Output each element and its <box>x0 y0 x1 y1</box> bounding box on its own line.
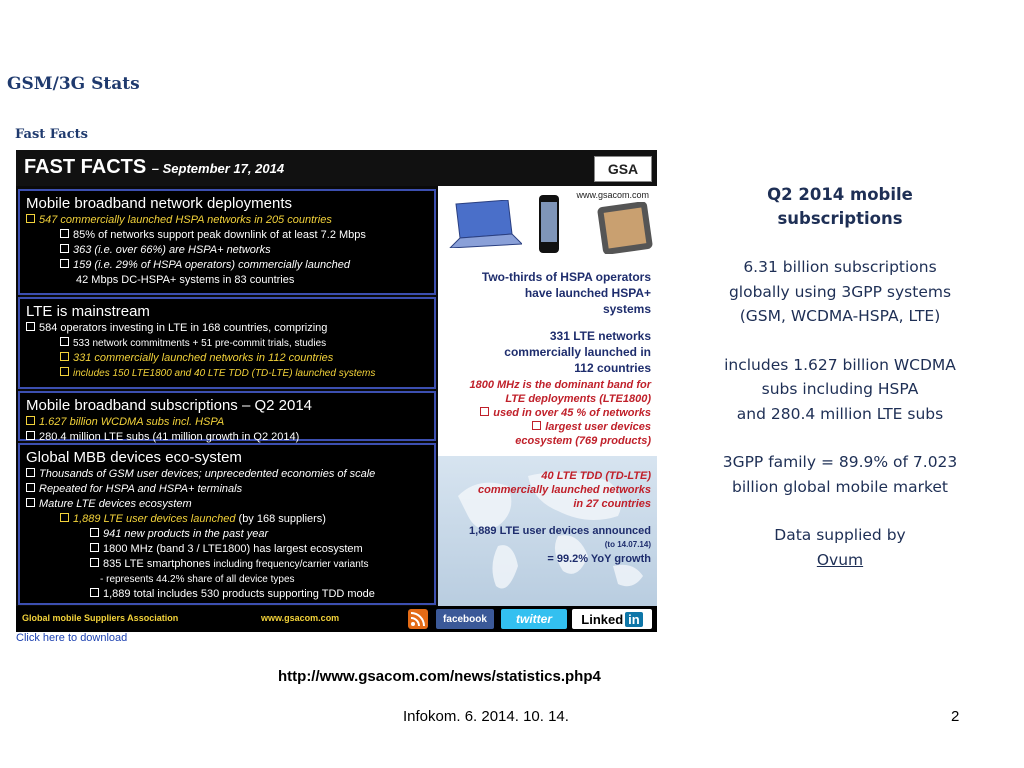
lte-text-3: 112 countries <box>574 361 651 375</box>
subscriptions-paragraph <box>690 523 990 572</box>
section-title: Global MBB devices eco-system <box>26 449 242 466</box>
checkbox-icon <box>60 367 69 376</box>
facebook-icon[interactable]: facebook <box>436 609 494 629</box>
paragraph-line: 6.31 billion subscriptions <box>743 258 937 276</box>
hspa-text-3: systems <box>602 302 651 316</box>
rss-glyph-icon <box>408 609 428 629</box>
linkedin-icon[interactable] <box>572 609 652 629</box>
fact-line: - represents 44.2% share of all device types <box>100 574 295 585</box>
devices-text-1: 1,889 LTE user devices announced <box>469 525 651 537</box>
fact-line: 835 LTE smartphones including frequency/carrier variants <box>20 557 434 572</box>
twitter-icon[interactable]: twitter <box>501 609 567 629</box>
subscriptions-title <box>690 183 990 231</box>
checkbox-icon <box>26 498 35 507</box>
slide-subheading: Fast Facts <box>15 127 88 142</box>
section-lte-mainstream <box>18 297 436 389</box>
fast-facts-date: – September 17, 2014 <box>151 161 285 176</box>
fact-line: 1.627 billion WCDMA subs incl. HSPA <box>20 415 434 430</box>
laptop-icon <box>446 200 522 248</box>
subscriptions-paragraph <box>690 450 990 499</box>
subscriptions-title-line: Q2 2014 mobile <box>767 185 913 204</box>
devices-text-2: (to 14.07.14) <box>604 540 651 549</box>
panel-footer <box>16 606 657 632</box>
checkbox-icon <box>26 416 35 425</box>
page-number: 2 <box>951 708 960 725</box>
checkbox-icon <box>60 352 69 361</box>
fast-facts-panel <box>16 150 657 632</box>
checkbox-icon <box>60 259 69 268</box>
fact-line: Repeated for HSPA and HSPA+ terminals <box>20 482 434 497</box>
fact-line: 331 commercially launched networks in 112 countries <box>20 351 434 366</box>
section-broadband-subscriptions <box>18 391 436 441</box>
slide-heading: GSM/3G Stats <box>7 74 140 94</box>
fact-line: 1800 MHz (band 3 / LTE1800) has largest ecosystem <box>20 542 434 557</box>
hspa-text-2: have launched HSPA+ <box>524 286 651 300</box>
subscriptions-paragraph <box>690 353 990 427</box>
band-text-4: largest user devices <box>532 420 651 434</box>
paragraph-line: (GSM, WCDMA-HSPA, LTE) <box>739 307 941 325</box>
rss-icon[interactable] <box>408 609 428 629</box>
checkbox-icon <box>480 407 489 416</box>
band-text-5: ecosystem (769 products) <box>515 435 651 447</box>
linkedin-label: Linked <box>581 611 624 627</box>
band-text-3: used in over 45 % of networks <box>480 406 651 420</box>
section-title: Mobile broadband network deployments <box>26 195 292 212</box>
paragraph-line: 3GPP family = 89.9% of 7.023 <box>722 453 958 471</box>
checkbox-icon <box>26 322 35 331</box>
fact-line: includes 150 LTE1800 and 40 LTE TDD (TD-LTE) launched systems <box>20 366 434 381</box>
section-devices-ecosystem <box>18 443 436 605</box>
panel-right-column <box>438 186 657 606</box>
ovum-link[interactable]: Ovum <box>816 550 864 569</box>
fact-line: 584 operators investing in LTE in 168 countries, comprizing <box>20 321 434 336</box>
checkbox-icon <box>90 558 99 567</box>
section-network-deployments <box>18 189 436 295</box>
tdd-text-1: 40 LTE TDD (TD-LTE) <box>541 470 651 482</box>
fact-line: Thousands of GSM user devices; unprecedented economies of scale <box>20 467 434 482</box>
section-title: LTE is mainstream <box>26 303 150 320</box>
source-url[interactable]: http://www.gsacom.com/news/statistics.php4 <box>278 668 601 685</box>
gsacom-url: www.gsacom.com <box>576 190 649 200</box>
fact-line: 941 new products in the past year <box>20 527 434 542</box>
subscriptions-title-line: subscriptions <box>777 209 903 228</box>
checkbox-icon <box>26 483 35 492</box>
checkbox-icon <box>26 468 35 477</box>
subscriptions-summary <box>690 183 990 572</box>
checkbox-icon <box>60 244 69 253</box>
lte-text-2: commercially launched in <box>504 345 651 359</box>
paragraph-line: Data supplied by <box>774 526 906 544</box>
fact-line: 533 network commitments + 51 pre-commit trials, studies <box>20 336 434 351</box>
phone-icon <box>538 194 560 254</box>
paragraph-line: subs including HSPA <box>761 380 919 398</box>
checkbox-icon <box>90 588 99 597</box>
section-title: Mobile broadband subscriptions – Q2 2014 <box>26 397 313 414</box>
fact-line: 363 (i.e. over 66%) are HSPA+ networks <box>20 243 434 258</box>
fact-line: 85% of networks support peak downlink of at least 7.2 Mbps <box>20 228 434 243</box>
paragraph-line: billion global mobile market <box>731 477 948 496</box>
gsa-logo: GSA <box>594 156 652 182</box>
checkbox-icon <box>26 214 35 223</box>
linkedin-in-label: in <box>625 612 643 627</box>
paragraph-line: globally using 3GPP systems <box>728 282 952 301</box>
checkbox-icon <box>90 528 99 537</box>
fact-line: 547 commercially launched HSPA networks in 205 countries <box>20 213 434 228</box>
checkbox-icon <box>532 421 541 430</box>
tablet-icon <box>596 202 654 254</box>
hspa-text-1: Two-thirds of HSPA operators <box>481 270 651 284</box>
lte-text-1: 331 LTE networks <box>549 329 651 343</box>
fact-line: 42 Mbps DC-HSPA+ systems in 83 countries <box>76 274 295 286</box>
checkbox-icon <box>60 229 69 238</box>
download-link[interactable]: Click here to download <box>16 632 128 641</box>
band-text-2: LTE deployments (LTE1800) <box>505 393 651 405</box>
tdd-text-2: commercially launched networks <box>477 484 651 496</box>
checkbox-icon <box>60 513 69 522</box>
checkbox-icon <box>90 543 99 552</box>
footer-url: www.gsacom.com <box>261 613 340 623</box>
fast-facts-title-text: FAST FACTS <box>24 156 147 178</box>
checkbox-icon <box>26 431 35 440</box>
slide-footer-text: Infokom. 6. 2014. 10. 14. <box>403 708 569 725</box>
paragraph-line: and 280.4 million LTE subs <box>736 404 944 423</box>
panel-header <box>16 150 657 186</box>
fact-line: 159 (i.e. 29% of HSPA operators) commercially launched <box>20 258 434 273</box>
fact-line: 1,889 total includes 530 products supporting TDD mode <box>20 587 434 602</box>
footer-org-name: Global mobile Suppliers Association <box>22 613 179 623</box>
fact-line: Mature LTE devices ecosystem <box>20 497 434 512</box>
fact-line: 280.4 million LTE subs (41 million growth in Q2 2014) <box>20 430 434 445</box>
checkbox-icon <box>60 337 69 346</box>
paragraph-line: includes 1.627 billion WCDMA <box>724 355 956 374</box>
band-text-1: 1800 MHz is the dominant band for <box>469 379 651 391</box>
tdd-text-3: in 27 countries <box>573 498 651 510</box>
subscriptions-paragraph <box>690 255 990 329</box>
fact-line: 1,889 LTE user devices launched (by 168 suppliers) <box>20 512 434 527</box>
devices-text-3: = 99.2% YoY growth <box>547 553 651 565</box>
fast-facts-title <box>24 156 284 179</box>
